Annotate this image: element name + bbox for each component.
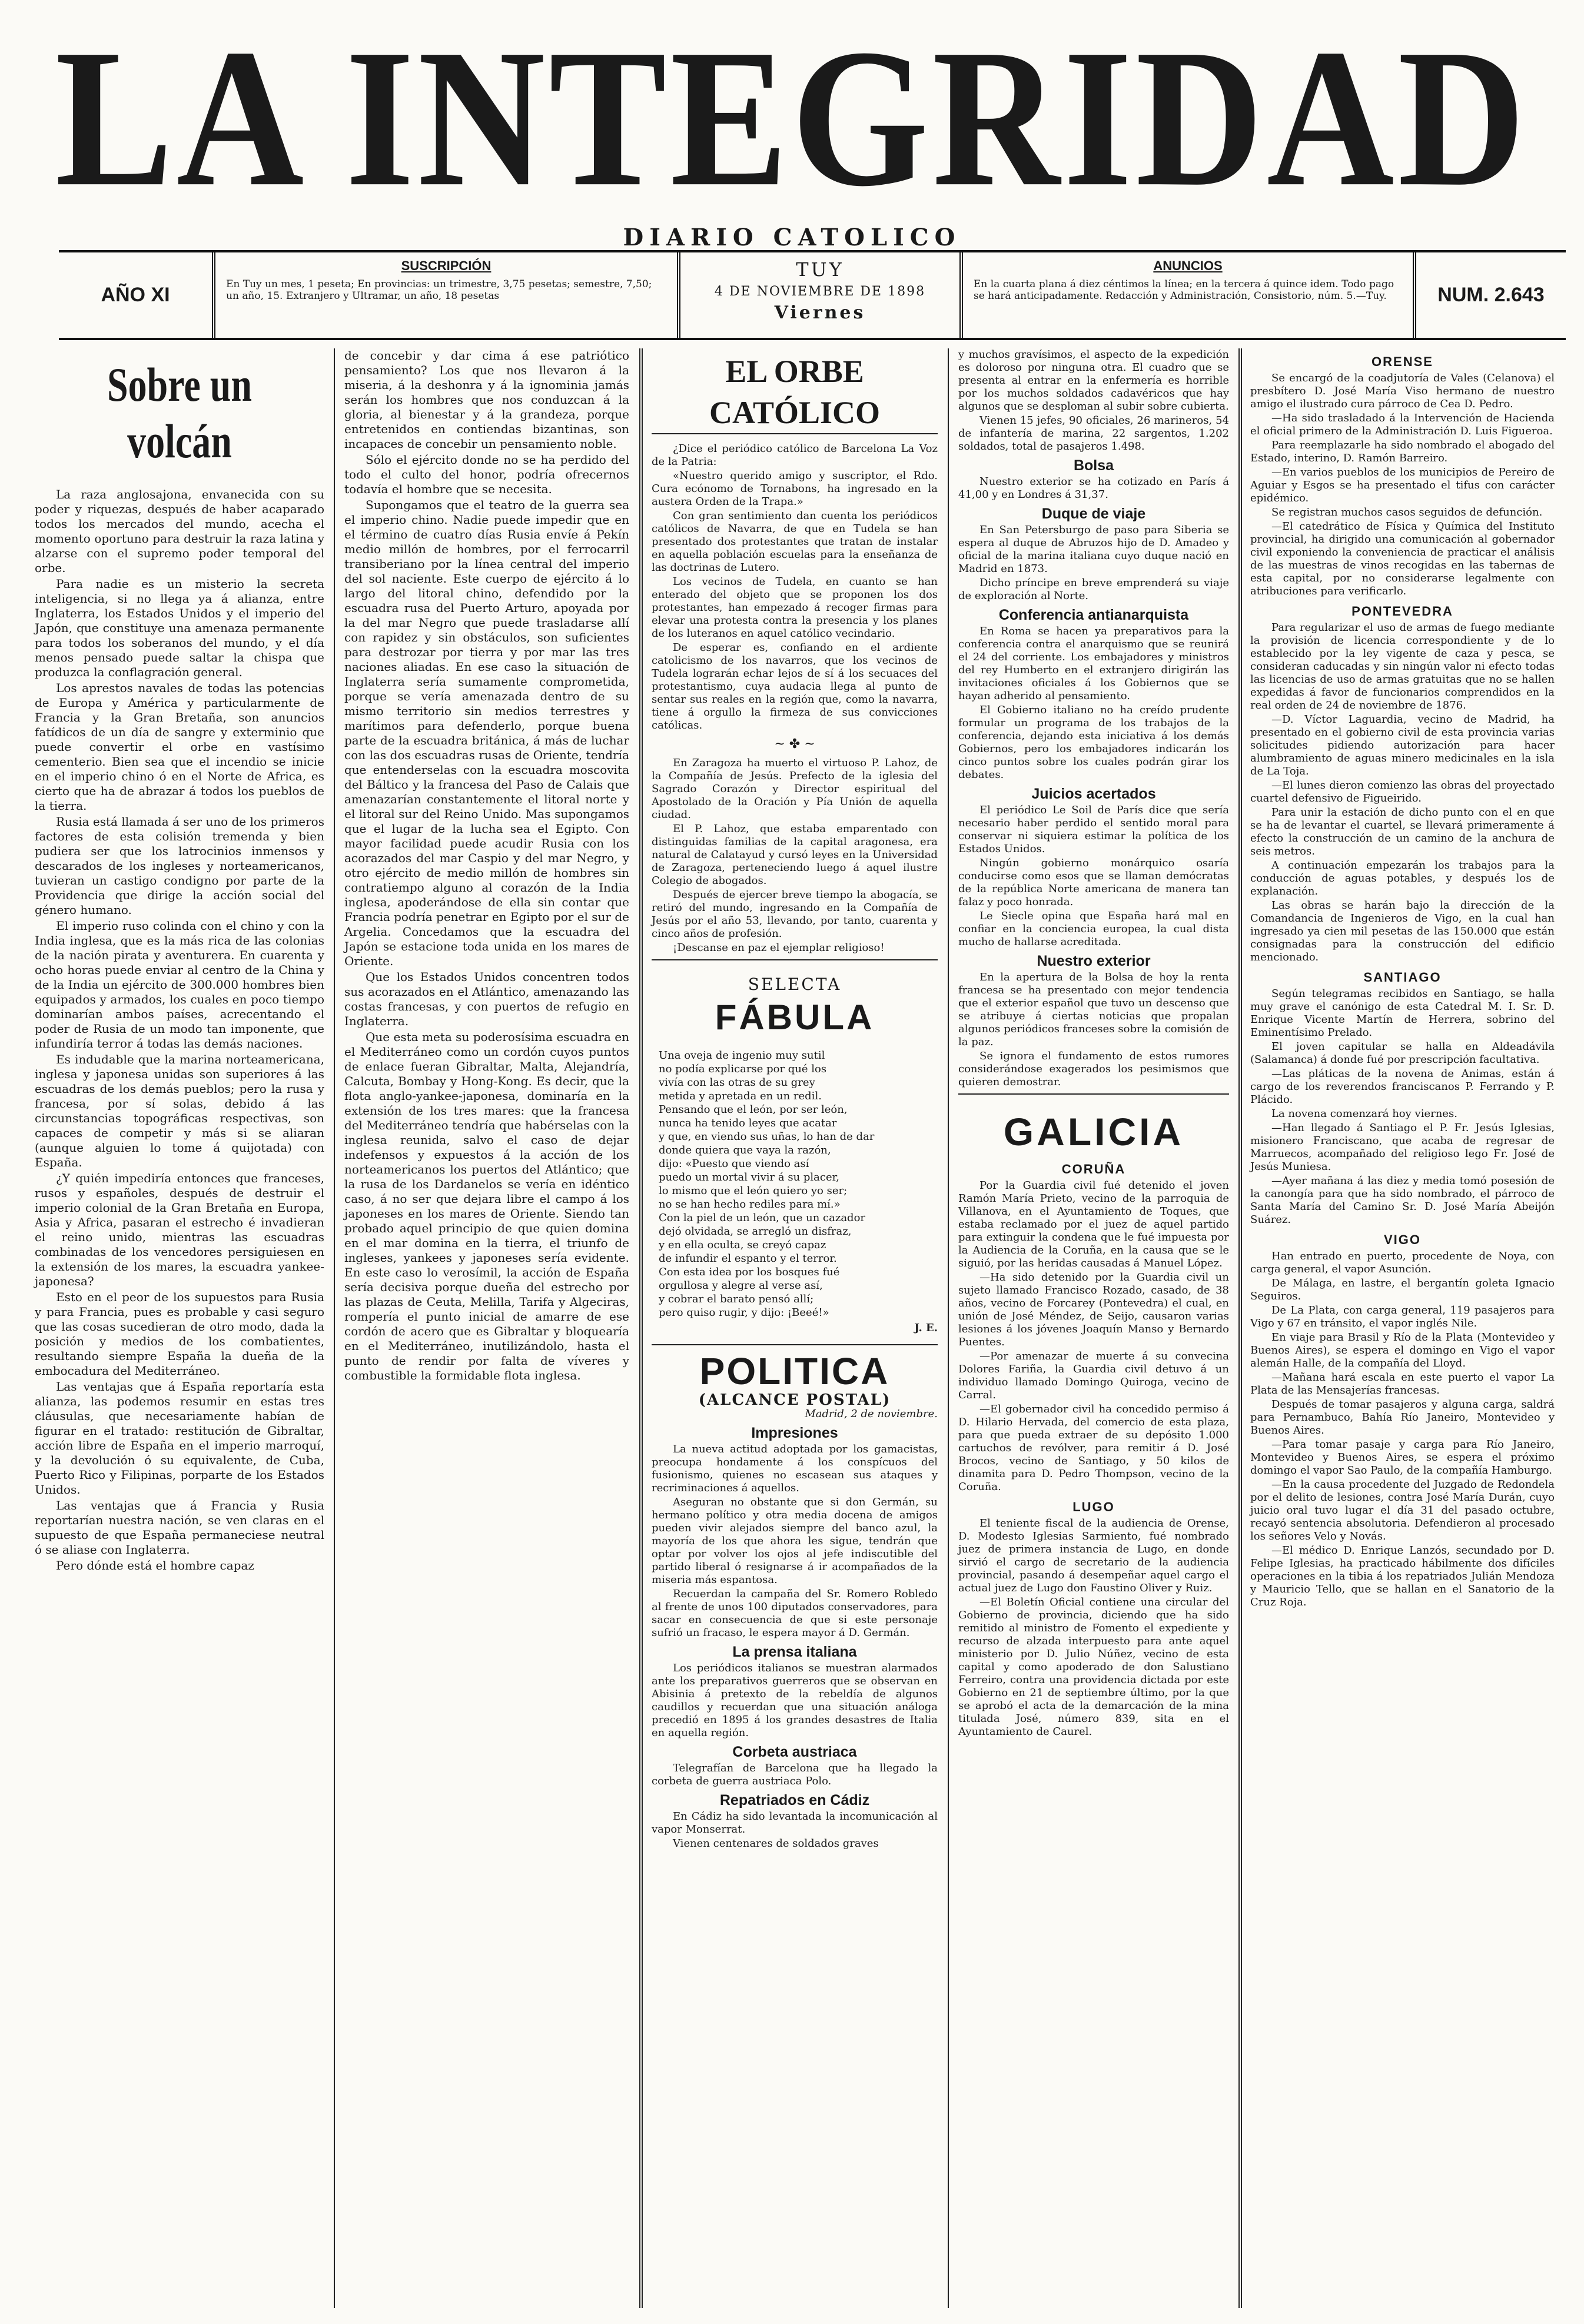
paragraph: De Málaga, en lastre, el bergantín goleta Ignacio Seguiros. (1250, 1277, 1555, 1302)
subhead-prensa-italiana: La prensa italiana (732, 1644, 857, 1660)
poem-line: y cobrar el barato pensó allí; (659, 1293, 814, 1305)
paragraph: —Ayer mañana á las diez y media tomó posesión de la canongía para que ha sido nombrado, el párroco de Santa María del Camino Sr. D. José María Abeijón Suárez. (1250, 1175, 1555, 1226)
place-date-box (677, 252, 959, 338)
ads-box (959, 252, 1413, 338)
subhead-conferencia-antianarquista: Conferencia antianarquista (998, 607, 1189, 623)
paragraph: Telegrafían de Barcelona que ha llegado la corbeta de guerra austriaca Polo. (652, 1762, 938, 1787)
paragraph: Pero dónde está el hombre capaz (56, 1558, 254, 1572)
divider (652, 1344, 938, 1345)
fabula-title: FÁBULA (715, 998, 875, 1037)
subhead-repatriados-cadiz: Repatriados en Cádiz (719, 1792, 870, 1808)
paragraph: Para regularizar el uso de armas de fuego mediante la provisión de licencia correspondiente y de lo establecido por la ley vigente de caza y pesca, se consideran caducadas y sin ningún valor ni efecto todas las licencias de uso de armas gratuitas que no se hallen expedidas á favor de funcionarios comprendidos en la real orden de 24 de noviembre de 1876. (1250, 621, 1555, 712)
paragraph: Se ignora el fundamento de estos rumores considerándose exagerados los pesimismos que quieren demostrar. (958, 1050, 1229, 1088)
paragraph: Recuerdan la campaña del Sr. Romero Robledo al frente de unos 100 diputados conservadores, para sacar en consecuencia de que si este personaje sufrió un fracaso, le espera mayor á D. Germán. (652, 1588, 938, 1639)
paragraph: —Las pláticas de la novena de Animas, están á cargo de los reverendos franciscanos P. Ferrando y P. Plácido. (1250, 1068, 1555, 1106)
paragraph: Es indudable que la marina norteamericana, inglesa y japonesa unidas son superiores á las escuadras de los demás pueblos; pero la rusa y francesa, por sí solas, debido á las circunstancias topográficas respectivas, son capaces de competir y más si se aliaran (aunque alguien lo tome á quijotada) con España. (35, 1052, 324, 1169)
paragraph: —Por amenazar de muerte á su convecina Dolores Fariña, la Guardia civil detuvo á un individuo llamado Domingo Quiroga, vecino de Carral. (958, 1350, 1229, 1401)
paragraph: De La Plata, con carga general, 119 pasajeros para Vigo y 67 en tránsito, el vapor inglés Nile. (1250, 1304, 1555, 1329)
column-2 (336, 348, 637, 2308)
column-1 (26, 348, 333, 2308)
paragraph: El teniente fiscal de la audiencia de Orense, D. Modesto Iglesias Sarmiento, fué nombrado juez de primera instancia de Lugo, en donde sirvió el cargo de secretario de la audiencia provincial, pasando á desempeñar aquel cargo el actual juez de Lugo don Faustino Oliver y Ruiz. (958, 1517, 1229, 1594)
poem-line: lo mismo que el león quiero yo ser; (659, 1185, 848, 1197)
paragraph: Por la Guardia civil fué detenido el joven Ramón María Prieto, vecino de la parroquia de Villanova, en el Ayuntamiento de Toques, que estaba reclamado por el juez de aquel partido para extinguir la condena que le fué impuesta por la Audiencia de la Coruña, en la causa que se le siguió, por las heridas causadas á Manuel López. (958, 1179, 1229, 1269)
paragraph: ¿Y quién impediría entonces que franceses, rusos y españoles, después de destruir el imperio colonial de la Gran Bretaña en Europa, Asia y Africa, pasaran el estrecho é invadieran el reino unido, mientras las escuadras combinadas de los vencedores persiguiesen en la extensión de los mares, la escuadra yankee-japonesa? (35, 1171, 324, 1288)
paragraph: Vienen centenares de soldados graves (673, 1837, 879, 1850)
issue-number: NUM. 2.643 (1413, 252, 1566, 338)
paragraph: La nueva actitud adoptada por los gamacistas, preocupa hondamente á los conspícuos del fusionismo, quienes no escasean sus ataques y recriminaciones á aquellos. (652, 1443, 938, 1494)
poem-line: Pensando que el león, por ser león, (659, 1103, 848, 1116)
column-rule (948, 348, 949, 2308)
paragraph: —Mañana hará escala en este puerto el vapor La Plata de las Mensajerías francesas. (1250, 1371, 1555, 1397)
year-label: AÑO XI (101, 284, 170, 306)
subhead-santiago: SANTIAGO (1363, 970, 1442, 985)
paragraph: En San Petersburgo de paso para Siberia se espera al duque de Abruzos hijo de D. Amadeo y oficial de la marina italiana cuyo duque nació en Madrid en 1873. (958, 524, 1229, 575)
fable-signature: J. E. (914, 1322, 938, 1334)
paragraph: —El gobernador civil ha concedido permiso á D. Hilario Hervada, del comercio de esta plaza, para que pueda extraer de su depósito 1.000 cartuchos de revólver, para remitir á D. José Brocos, vecino de Santiago, y 50 kilos de dinamita para D. Pedro Thompson, vecino de la Coruña. (958, 1403, 1229, 1493)
alcance-postal-label: (ALCANCE POSTAL) (698, 1391, 891, 1409)
paragraph: —Ha sido detenido por la Guardia civil un sujeto llamado Francisco Rozado, casado, de 38 años, vecino de Forcarey (Pontevedra) el cual, en unión de José Méndez, de Seijo, causaron varias lesiones á los jóvenes Joaquín Manso y Bernardo Puentes. (958, 1271, 1229, 1348)
paragraph: —En varios pueblos de los municipios de Pereiro de Aguiar y Esgos se ha presentado el tifus con carácter epidémico. (1250, 466, 1555, 504)
paragraph: Le Siecle opina que España hará mal en confiar en la conciencia europea, la cual dista mucho de hallarse acreditada. (958, 910, 1229, 948)
poem-line: Con esta idea por los bosques fué (659, 1266, 840, 1278)
paragraph: —En la causa procedente del Juzgado de Redondela por el delito de lesiones, contra José María Durán, cuyo juicio oral tuvo lugar el día 31 del pasado octubre, recayó sentencia absolutoria. Defendieron al procesado los señores Velo y Novás. (1250, 1478, 1555, 1542)
paragraph: El periódico Le Soil de París dice que sería necesario haber perdido el sentido moral para conservar ni siquiera estimar la política de los Estados Unidos. (958, 804, 1229, 855)
subscription-text: En Tuy un mes, 1 peseta; En provincias: un trimestre, 3,75 pesetas; semestre, 7,50; un año, 15. Extranjero y Ultramar, un año, 18 pesetas (226, 278, 652, 302)
paragraph: Se encargó de la coadjutoría de Vales (Celanova) el presbítero D. José María Viso hermano de nuestro amigo el ilustrado cura párroco de Cea D. Pedro. (1250, 372, 1555, 410)
paragraph: ¿Dice el periódico católico de Barcelona La Voz de la Patria: (652, 443, 938, 468)
paragraph: y muchos gravísimos, el aspecto de la expedición es doloroso por ninguna otra. El cuadro que se presenta al entrar en la enfermería es horrible por los muchos soldados cadavéricos que hay algunos que se desploman al subir sobre cubierta. (958, 348, 1229, 413)
newspaper-title: LA INTEGRIDAD (55, 8, 1529, 227)
info-bar (59, 250, 1566, 340)
poem-line: Con la piel de un león, que un cazador (659, 1212, 866, 1224)
column-3 (643, 348, 946, 2308)
paragraph: —El médico D. Enrique Lanzós, secundado por D. Felipe Iglesias, ha practicado hábilmente dos difíciles operaciones en la tibia á los repatriados Julián Mendoza y Mauricio Tello, que se hallan en el Sanatorio de la Cruz Roja. (1250, 1544, 1555, 1608)
poem-line: orgullosa y alegre al verse así, (659, 1279, 823, 1292)
paragraph: El imperio ruso colinda con el chino y con la India inglesa, que es la más rica de las colonias de la nación pirata y aventurera. En cuarenta y ocho horas puede enviar al centro de la China y de la India un ejército de 300.000 hombres bien equipados y armados, los cuales en poco tiempo dominarían ambos países, acrecentando el poder de Rusia de un modo tan imponente, que infundiría terror á todas las demás naciones. (35, 919, 324, 1050)
subhead-orense: ORENSE (1372, 354, 1433, 369)
divider (652, 959, 938, 960)
paragraph: Después de tomar pasajeros y alguna carga, saldrá para Pernambuco, Bahía Río Janeiro, Montevideo y Buenos Aires. (1250, 1398, 1555, 1437)
poem-line: pero quiso rugir, y dijo: ¡Beeé!» (659, 1306, 829, 1319)
paragraph: La novena comenzará hoy viernes. (1271, 1108, 1457, 1120)
poem-line: y que, en viendo sus uñas, lo han de dar (659, 1131, 875, 1143)
paragraph: —D. Víctor Laguardia, vecino de Madrid, ha presentado en el gobierno civil de esta provincia varias solicitudes pidiendo autorización para hacer alumbramiento de aguas minero medicinales en la isla de La Toja. (1250, 713, 1555, 777)
paragraph: Para reemplazarle ha sido nombrado el abogado del Estado, interino, D. Ramón Barreiro. (1250, 439, 1555, 464)
subhead-coruna: CORUÑA (1061, 1162, 1126, 1176)
paragraph: Dicho príncipe en breve emprenderá su viaje de exploración al Norte. (958, 577, 1229, 602)
subhead-corbeta-austriaca: Corbeta austriaca (732, 1744, 857, 1760)
paragraph: De esperar es, confiando en el ardiente catolicismo de los navarros, que los vecinos de Tudela lograrán echar lejos de sí á los secuaces del protestantismo, cuya audacia llega al punto de sentar sus reales en la región que, como la navarra, tiene á orgullo la firmeza de sus convicciones católicas. (652, 641, 938, 732)
issue-date: 4 DE NOVIEMBRE DE 1898 (714, 284, 926, 299)
paragraph: Ningún gobierno monárquico osaría conducirse como esos que se llaman demócratas de la república Norte americana de manera tan falaz y poco honrada. (958, 857, 1229, 908)
paragraph: En Zaragoza ha muerto el virtuoso P. Lahoz, de la Compañía de Jesús. Prefecto de la iglesia del Sagrado Corazón y Director espiritual del Apostolado de la Oración y Pía Unión de aquella ciudad. (652, 757, 938, 821)
paragraph: —Ha sido trasladado á la Intervención de Hacienda el oficial primero de la Administración D. Luis Figueroa. (1250, 412, 1555, 437)
poem-line: nunca ha tenido leyes que acatar (659, 1117, 837, 1129)
paragraph: Según telegramas recibidos en Santiago, se halla muy grave el canónigo de esta Catedral M. I. Sr. D. Enrique Vicente Martín de Herrera, sobrino del Eminentísimo Prelado. (1250, 988, 1555, 1039)
paragraph: En la apertura de la Bolsa de hoy la renta francesa se ha presentado con mejor tendencia que el exterior español que tuvo un descenso que se atribuye á ciertas noticias que propalan algunos periódicos franceses sobre la comisión de la paz. (958, 971, 1229, 1048)
paragraph: Supongamos que el teatro de la guerra sea el imperio chino. Nadie puede impedir que en el término de cuatro días Rusia envíe á Pekín medio millón de hombres, por el ferrocarril transiberiano por la línea central del imperio del sol naciente. Este cuerpo de ejército á lo largo del litoral chino, defendido por la escuadra rusa del Puerto Arturo, apoyada por la del mar Negro que puede trasladarse allí con rapidez y sin obstáculos, son suficientes para destrozar por tierra y por mar las tres naciones aliadas. En ese caso la situación de Inglaterra sería sumamente comprometida, porque se vería amenazada dentro de su mismo territorio sin medios terrestres y marítimos para defenderlo, porque buena parte de la escuadra británica, á más de luchar con las dos escuadras rusas de Oriente, tendría que entenderselas con la escuadra moscovita del Báltico y la francesa del Paso de Calais que amenazarían constantemente el litoral norte y el litoral sur del Reino Unido. Mas supongamos que el lugar de la lucha sea el Egipto. Con mayor facilidad puede acudir Rusia con los acorazados del mar Caspio y del mar Negro, y otro ejército de medio millón de hombres sin contratiempo alguno al corazón de la India inglesa, apoderándose de ella sin contar que Francia podría penetrar en Egipto por el sur de Argelia. Concedamos que la escuadra del Japón se estacione toda unida en los mares de Oriente. (344, 498, 629, 968)
subscription-box (212, 252, 677, 338)
section-title-galicia: GALICIA (1003, 1110, 1184, 1153)
paragraph: La raza anglosajona, envanecida con su poder y riquezas, después de haber acaparado todos los mercados del mundo, acecha el momento oportuno para destruir la raza latina y alzarse con el supremo poder temporal del orbe. (35, 487, 324, 575)
column-rule (639, 348, 643, 2308)
poem-line: no podía explicarse por qué los (659, 1063, 827, 1075)
ornament: ~ ✤ ~ (774, 737, 815, 752)
paragraph: En Cádiz ha sido levantada la incomunicación al vapor Monserrat. (652, 1810, 938, 1836)
issue-weekday: Viernes (774, 302, 866, 323)
dateline: Madrid, 2 de noviembre. (805, 1408, 938, 1420)
paragraph: El P. Lahoz, que estaba emparentado con distinguidas familias de la capital aragonesa, era natural de Calatayud y cursó leyes en la Universidad de Zaragoza, perteneciendo luego á aquel ilustre Colegio de abogados. (652, 823, 938, 887)
paragraph: Vienen 15 jefes, 90 oficiales, 26 marineros, 54 de infantería de marina, 22 sargentos, 1.202 soldados, total de pasajeros 1.498. (958, 414, 1229, 453)
subhead-nuestro-exterior: Nuestro exterior (1037, 953, 1151, 969)
paragraph: Aseguran no obstante que si don Germán, su hermano político y otra media docena de amigos pueden vivir alejados siempre del banco azul, la mayoría de los que ahora les sigue, tendrán que optar por volver los ojos al jefe indiscutible del partido liberal ó resignarse á ir acompañados de la miseria más espantosa. (652, 1496, 938, 1586)
paragraph: de concebir y dar cima á ese patriótico pensamiento? Los que nos llevaron á la miseria, á la deshonra y á la ignominia jamás serán los hombres que nos conduzcan á la gloria, al bienestar y á la grandeza, porque entretenidos en contiendas bizantinas, son incapaces de concebir un pensamiento noble. (344, 348, 629, 451)
paragraph: —El Boletín Oficial contiene una circular del Gobierno de provincia, diciendo que ha sido remitido al ministro de Fomento el expediente y recurso de alzada interpuesto para ante aquel ministerio por D. Julio Núñez, vecino de esta capital y como apoderado de don Salustiano Ferreiro, contra una providencia dictada por este Gobierno en 21 de septiembre último, por la que se aprobó el acta de la demarcación de la mina titulada José, número 839, sita en el Ayuntamiento de Caurel. (958, 1596, 1229, 1738)
selecta-label: SELECTA (748, 975, 842, 994)
paragraph: Nuestro exterior se ha cotizado en París á 41,00 y en Londres á 31,37. (958, 476, 1229, 501)
paragraph: Los vecinos de Tudela, en cuanto se han enterado del objeto que se proponen los dos protestantes, han empezado á recoger firmas para elevar una protesta contra la presencia y los planes de los luteranos en aquel católico vecindario. (652, 576, 938, 640)
divider (958, 1093, 1229, 1095)
poem-line: vivía con las otras de su grey (659, 1076, 815, 1089)
subscription-header: SUSCRIPCIÓN (401, 258, 492, 273)
paragraph: Rusia está llamada á ser uno de los primeros factores de esta colisión tremenda y bien pudiera ser que los latrocinios inmensos y descarados de los ingleses y norteamericanos, tuvieran un castigo condigno por parte de la Providencia que dirige la acción social del género humano. (35, 814, 324, 917)
paragraph: Que esta meta su poderosísima escuadra en el Mediterráneo como un cordón cuyos puntos de enlace fueran Gibraltar, Malta, Alejandría, Calcuta, Bombay y Hong-Kong. Es decir, que la flota anglo-yankee-japonesa, dominaría en la extensión de los tres mares: que la francesa del Mediterráneo tendría que habérselas con la inglesa reunida, salvo el caso de dejar indefensos y expuestos á la acción de los norteamericanos los puertos del Atlántico; que la rusa de los Dardanelos se vería en idéntico caso, á no ser que dejara libre el campo á los japoneses en los mares de Oriente. Siendo tan probado aquel principio de que quien domina en el mar domina en la tierra, el triunfo de ingleses, yankees y japoneses sería evidente. En este caso lo verosímil, la acción de España sería decisiva porque dueña del estrecho por las plazas de Ceuta, Melilla, Tarifa y Algeciras, rompería el punto inicial de amarre de ese cordón de acero que es Gibraltar y bloquearía en el Mediterráneo, inutilizándolo, hasta el punto de rendir por falta de víveres y combustible la formidable flota inglesa. (344, 1030, 629, 1382)
paragraph: El Gobierno italiano no ha creído prudente formular un programa de los trabajos de la conferencia, dejando esta iniciativa á los demás Gobiernos, pero los embajadores indicarán los cinco puntos sobre los cuales podrán girar los debates. (958, 704, 1229, 781)
paragraph: Los aprestos navales de todas las potencias de Europa y América y particularmente de Francia y la Gran Bretaña, son anuncios fatídicos de un día de sangre y exterminio que puede convertir el orbe en vastísimo cementerio. Bien sea que el incendio se inicie en el imperio chino ó en el Norte de Africa, es cierto que ha de abrazar á todos los pueblos de la tierra. (35, 681, 324, 813)
paragraph: Las ventajas que á España reportaría esta alianza, las podemos resumir en estas tres cláusulas, que necesariamente habían de figurar en el tratado: restitución de Gibraltar, acción libre de España en el imperio marroquí, y la devolución ó su equivalente, de Cuba, Puerto Rico y Filipinas, porparte de los Estados Unidos. (35, 1379, 324, 1497)
subhead-duque-de-viaje: Duque de viaje (1041, 506, 1146, 522)
poem-line: Una oveja de ingenio muy sutil (659, 1049, 825, 1062)
paragraph: Las ventajas que á Francia y Rusia reportarían nuestra nación, se ven claras en el supuesto de que España permaneciese neutral ó se aliase con Inglaterra. (35, 1498, 324, 1557)
paragraph: —El lunes dieron comienzo las obras del proyectado cuartel defensivo de Figueirido. (1250, 779, 1555, 804)
paragraph: «Nuestro querido amigo y suscriptor, el Rdo. Cura ecónomo de Tornabons, ha ingresado en la austera Orden de la Trapa.» (652, 470, 938, 508)
subhead-bolsa: Bolsa (1073, 457, 1114, 474)
poem-line: dejó olvidada, se arregló un disfraz, (659, 1225, 852, 1238)
masthead (0, 8, 1584, 251)
paragraph: Para nadie es un misterio la secreta inteligencia, si no llega ya á alianza, entre Inglaterra, los Estados Unidos y el imperio del Japón, que constituye una amenaza permanente para todos los soberanos del mundo, y el día menos pensado puede saltar la chispa que produzca la conflagración general. (35, 577, 324, 679)
paragraph: Se registran muchos casos seguidos de defunción. (1271, 506, 1543, 518)
paragraph: A continuación empezarán los trabajos para la conducción de aguas potables, y después los de explanación. (1250, 859, 1555, 897)
section-title-orbe-catolico: EL ORBE CATÓLICO (652, 351, 938, 434)
paragraph: Esto en el peor de los supuestos para Rusia y para Francia, pues es probable y casi seguro que las cosas sucedieran de otro modo, dada la posición y medios de los combatientes, resultando siempre España la dueña de la embocadura del Mediterráneo. (35, 1290, 324, 1378)
paragraph: —El catedrático de Física y Química del Instituto provincial, ha dirigido una comunicación al gobernador civil exponiendo la conveniencia de practicar el análisis de las muestras de vinos recogidas en las tabernas de esta capital, por no considerarse legalmente con atribuciones para verificarlo. (1250, 520, 1555, 597)
paragraph: Con gran sentimiento dan cuenta los periódicos católicos de Navarra, de que en Tudela se han presentado dos protestantes que tratan de instalar en aquella población escuelas para la enseñanza de las doctrinas de Lutero. (652, 510, 938, 574)
paragraph: En Roma se hacen ya preparativos para la conferencia contra el anarquismo que se reunirá el 24 del corriente. Los embajadores y ministros del rey Humberto en el extranjero dirigirán las invitaciones oficiales á los Gobiernos que se hayan adherido al pensamiento. (958, 625, 1229, 702)
paragraph: Los periódicos italianos se muestran alarmados ante los preparativos guerreros que se observan en Abisinia á pretexto de la rebeldía de algunos caudillos y recuerdan que una situación análoga precedió en 1895 á los grandes desastres de Italia en aquella región. (652, 1662, 938, 1739)
column-rule (334, 348, 335, 2308)
subhead-juicios-acertados: Juicios acertados (1031, 786, 1156, 802)
paragraph: Para unir la estación de dicho punto con el en que se ha de levantar el cuartel, se llevará primeramente á efecto la construcción de un camino de la anchura de seis metros. (1250, 806, 1555, 857)
column-4 (950, 348, 1237, 2308)
poem-line: metida y apretada en un redil. (659, 1090, 822, 1102)
ads-text: En la cuarta plana á diez céntimos la línea; en la tercera á quince idem. Todo pago se hará anticipadamente. Redacción y Administración, Consistorio, núm. 5.—Tuy. (974, 278, 1394, 302)
paragraph: —Han llegado á Santiago el P. Fr. Jesús Iglesias, misionero Franciscano, que acaba de regresar de Marruecos, acompañado del religioso lego Fr. José de Jesús Muniesa. (1250, 1122, 1555, 1173)
poem-line: dijo: «Puesto que viendo así (659, 1158, 809, 1170)
paragraph: Que los Estados Unidos concentren todos sus acorazados en el Atlántico, amenazando las costas francesas, y con puertos de refugio en Inglaterra. (344, 970, 629, 1028)
section-title-politica: POLITICA (699, 1350, 890, 1392)
city-name: TUY (796, 258, 844, 281)
column-5 (1242, 348, 1563, 2308)
paragraph: —Para tomar pasaje y carga para Río Janeiro, Montevideo y Buenos Aires, se espera el próximo domingo el vapor Sao Paulo, de la compañía Hamburgo. (1250, 1438, 1555, 1477)
newspaper-subtitle: DIARIO CATOLICO (623, 224, 961, 251)
article-title-sobre-un-volcan: Sobre un volcán (107, 358, 252, 468)
ads-header: ANUNCIOS (1153, 258, 1223, 273)
paragraph: Después de ejercer breve tiempo la abogacía, se retiró del mundo, ingresando en la Compañía de Jesús por el año 53, llevando, por tanto, cuarenta y cinco años de profesión. (652, 889, 938, 940)
paragraph: ¡Descanse en paz el ejemplar religioso! (673, 942, 885, 954)
paragraph: Han entrado en puerto, procedente de Noya, con carga general, el vapor Asunción. (1250, 1250, 1555, 1275)
paragraph: Las obras se harán bajo la dirección de la Comandancia de Ingenieros de Vigo, en la cual han ingresado ya cien mil pesetas de las 150.000 que están consignadas para la construcción del edificio mencionado. (1250, 899, 1555, 963)
fable-poem (652, 1049, 938, 1319)
subhead-lugo: LUGO (1072, 1500, 1115, 1514)
paragraph: En viaje para Brasil y Río de la Plata (Montevideo y Buenos Aires), se espera el domingo en Vigo el vapor alemán Halle, de la compañía del Lloyd. (1250, 1331, 1555, 1369)
poem-line: puedo un mortal vivir á su placer, (659, 1171, 839, 1183)
poem-line: de infundir el espanto y el terror. (659, 1252, 837, 1265)
subhead-pontevedra: PONTEVEDRA (1351, 604, 1453, 619)
paragraph: Sólo el ejército donde no se ha perdido del todo el culto del honor, podría ofrecernos todavía el hombre que se necesita. (344, 453, 629, 496)
paragraph: El joven capitular se halla en Aldeadávila (Salamanca) á donde fué por prescripción facultativa. (1250, 1040, 1555, 1066)
poem-line: y en ella oculta, se creyó capaz (659, 1239, 826, 1251)
poem-line: no se han hecho rediles para mí.» (659, 1198, 841, 1211)
subhead-vigo: VIGO (1383, 1232, 1421, 1247)
subhead-impresiones: Impresiones (751, 1425, 838, 1441)
poem-line: donde quiera que vaya la razón, (659, 1144, 831, 1156)
